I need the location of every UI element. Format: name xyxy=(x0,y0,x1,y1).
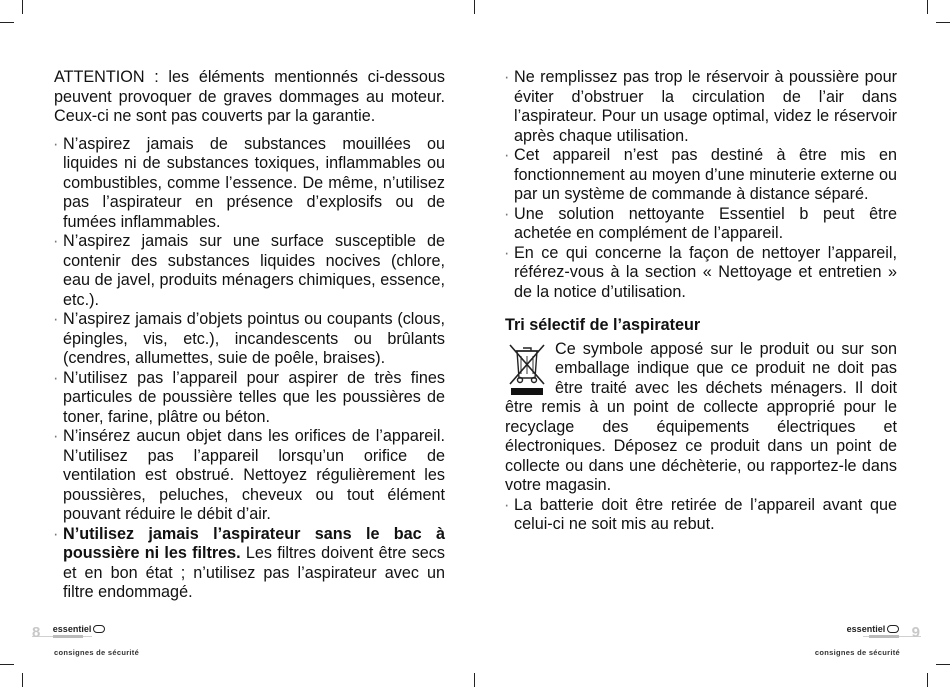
essentiel-b-logo-icon xyxy=(93,625,105,633)
brand-name: essentiel xyxy=(52,624,92,634)
attention-intro: ATTENTION : les éléments mentionnés ci-dessous peuvent provoquer de graves dommages au moteur. Ceux-ci ne sont pas couverts par la garantie. xyxy=(54,68,445,125)
essentiel-b-logo-icon xyxy=(887,625,899,633)
left-warning-list xyxy=(54,135,445,603)
left-column xyxy=(54,68,445,603)
brand-name: essentiel xyxy=(846,624,886,634)
brand-logo xyxy=(847,624,900,638)
left-footer xyxy=(32,624,139,657)
footer-subtitle: consignes de sécurité xyxy=(814,648,900,657)
bold-warning: N’utilisez jamais l’aspirateur sans le bac à poussière ni les filtres. xyxy=(63,524,445,562)
weee-description: Ce symbole apposé sur le produit ou sur son emballage indique que ce produit ne doit pas être traité avec les déchets ménagers. Il doit être remis à un point de collecte approprié pour le recyclage des équipements électriques et électroniques. Déposez ce produit dans un point de collecte ou dans une déchèterie, ou rapportez-le dans votre magasin. xyxy=(505,339,897,494)
footer-subtitle: consignes de sécurité xyxy=(54,648,140,657)
right-warning-list xyxy=(505,68,897,302)
weee-notice xyxy=(505,340,897,496)
battery-list xyxy=(505,496,897,535)
list-item: · N’aspirez jamais de substances mouillées ou liquides ni de substances toxiques, inflammables ou combustibles, comme l’essence. De même, n’utilisez pas l’aspirateur en présence d’explosifs ou de fumées inflammables. xyxy=(54,135,445,233)
list-item: · N’aspirez jamais d’objets pointus ou coupants (clous, épingles, vis, etc.), incandescents ou brûlants (cendres, allumettes, suie de poêle, braises). xyxy=(54,310,445,369)
page-number: 8 xyxy=(32,624,41,641)
right-page xyxy=(475,0,950,687)
list-item: · La batterie doit être retirée de l’appareil avant que celui-ci ne soit mis au rebut. xyxy=(505,496,897,535)
brand-logo xyxy=(53,624,106,638)
page-number: 9 xyxy=(911,624,920,641)
list-item: · N’insérez aucun objet dans les orifices de l’appareil. N’utilisez pas l’appareil lorsqu’un orifice de ventilation est obstrué. Nettoyez régulièrement les poussières, peluches, cheveux ou tout élément pouvant réduire le débit d’air. xyxy=(54,427,445,525)
brand-underline xyxy=(869,635,899,638)
right-column xyxy=(505,68,897,535)
list-item: · Cet appareil n’est pas destiné à être mis en fonctionnement au moyen d’une minuterie externe ou par un système de commande à distance séparé. xyxy=(505,146,897,205)
list-item: · N’aspirez jamais sur une surface susceptible de contenir des substances liquides nocives (chlore, eau de javel, produits ménagers chimiques, essence, etc.). xyxy=(54,232,445,310)
right-footer xyxy=(815,624,920,657)
list-item: · Ne remplissez pas trop le réservoir à poussière pour éviter d’obstruer la circulation de l’air dans l’aspirateur. Pour un usage optimal, videz le réservoir après chaque utilisation. xyxy=(505,68,897,146)
warning-text: Les filtres doivent être secs et en bon état ; n’utilisez pas l’aspirateur avec un filtre endommagé. xyxy=(63,544,445,601)
brand-underline xyxy=(53,635,83,638)
list-item: · En ce qui concerne la façon de nettoyer l’appareil, référez-vous à la section « Nettoyage et entretien » de la notice d’utilisation. xyxy=(505,244,897,303)
list-item xyxy=(54,525,445,603)
list-item: · Une solution nettoyante Essentiel b peut être achetée en complément de l’appareil. xyxy=(505,205,897,244)
section-title: Tri sélectif de l’aspirateur xyxy=(505,316,701,334)
crossed-out-wheelie-bin-icon xyxy=(505,342,551,398)
list-item: · N’utilisez pas l’appareil pour aspirer de très fines particules de poussière telles que les poussières de toner, farine, plâtre ou béton. xyxy=(54,369,445,428)
